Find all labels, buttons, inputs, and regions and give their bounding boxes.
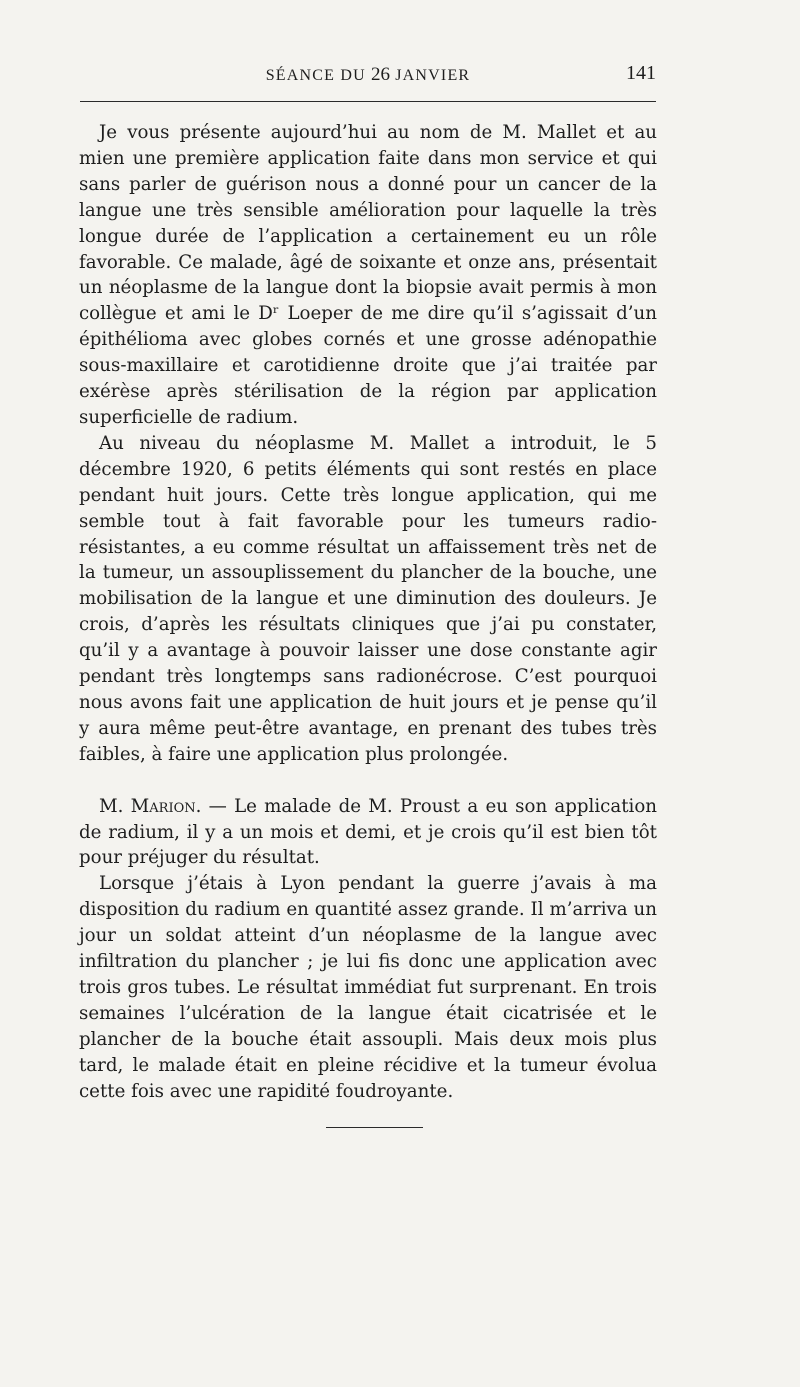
- running-title-number: 26: [371, 64, 391, 85]
- paragraph-4: Lorsque j’étais à Lyon pendant la guerre j’avais à ma disposition du radium en quantité assez grande. Il m’arriva un jour un soldat atteint d’un néoplasme de la langue avec infiltration du plancher ; je lui fis donc une application avec trois gros tubes. Le résultat immédiat fut surprenant. En trois semaines l’ulcération de la langue était cicatrisée et le plancher de la bouche était assoupli. Mais deux mois plus tard, le malade était en pleine récidive et la tumeur évolua cette fois avec une rapidité foudroyante.: [79, 873, 657, 1102]
- running-head: [80, 62, 656, 86]
- speaker-name: Marion: [130, 795, 196, 817]
- running-title: [80, 64, 656, 86]
- header-rule: [80, 101, 656, 102]
- paragraph-2: Au niveau du néoplasme M. Mallet a introduit, le 5 décembre 1920, 6 petits éléments qui sont restés en place pendant huit jours. Cette très longue application, qui me semble tout à fait favorable pour les tumeurs radio-résistantes, a eu comme résultat un affaissement très net de la tumeur, un assouplissement du plancher de la bouche, une mobilisation de la langue et une diminution des douleurs. Je crois, d’après les résultats cliniques que j’ai pu constater, qu’il y a avantage à pouvoir laisser une dose constante agir pendant très longtemps sans radionécrose. C’est pourquoi nous avons fait une application de huit jours et je pense qu’il y aura même peut-être avantage, en prenant des tubes très faibles, à faire une application plus prolongée.: [79, 432, 657, 765]
- running-title-suffix: JANVIER: [390, 67, 471, 84]
- paragraph-3: [79, 794, 657, 872]
- speaker-prefix: M.: [99, 795, 131, 817]
- running-title-prefix: SÉANCE DU: [265, 67, 372, 84]
- closing-rule: [326, 1127, 423, 1128]
- paragraph-1: Je vous présente aujourd’hui au nom de M. Mallet et au mien une première application faite dans mon service et qui sans parler de guérison nous a donné pour un cancer de la langue une très sensible amélioration pour laquelle la très longue durée de l’application a certainement eu un rôle favorable. Ce malade, âgé de soixante et onze ans, présentait un néoplasme de la langue dont la biopsie avait permis à mon collègue et ami le Dʳ Loeper de me dire qu’il s’agissait d’un épithélioma avec globes cornés et une grosse adénopathie sous-maxillaire et carotidienne droite que j’ai traitée par exérèse après stérilisation de la région par application superficielle de radium.: [79, 122, 657, 428]
- page-number: 141: [626, 62, 656, 84]
- body-text: [79, 120, 657, 1105]
- paragraph-3-text: . — Le malade de M. Proust a eu son application de radium, il y a un mois et demi, et je crois qu’il est bien tôt pour préjuger du résultat.: [79, 795, 657, 869]
